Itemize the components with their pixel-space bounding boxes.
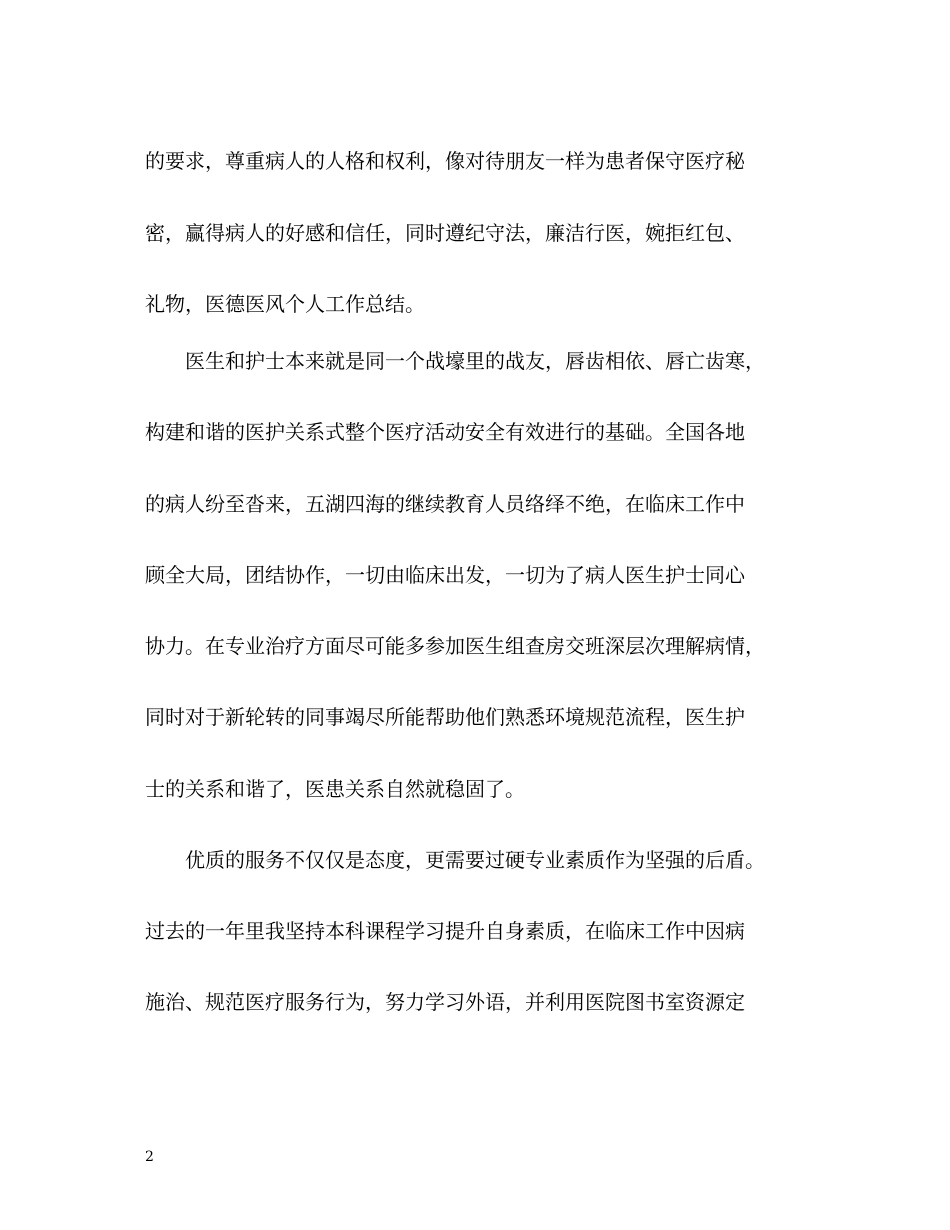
text-line: 同时对于新轮转的同事竭尽所能帮助他们熟悉环境规范流程，医生护 [145,705,745,729]
text-line: 士的关系和谐了，医患关系自然就稳固了。 [145,777,525,801]
text-line: 医生和护士本来就是同一个战壕里的战友，唇齿相依、唇亡齿寒， [145,349,765,373]
text-line: 施治、规范医疗服务行为，努力学习外语，并利用医院图书室资源定 [145,990,745,1014]
text-line: 的要求，尊重病人的人格和权利，像对待朋友一样为患者保守医疗秘 [145,149,745,173]
text-line: 优质的服务不仅仅是态度，更需要过硬专业素质作为坚强的后盾。 [145,848,765,872]
text-line: 密，赢得病人的好感和信任，同时遵纪守法，廉洁行医，婉拒红包、 [145,221,745,245]
text-line: 过去的一年里我坚持本科课程学习提升自身素质，在临床工作中因病 [145,919,745,943]
text-line: 顾全大局，团结协作，一切由临床出发，一切为了病人医生护士同心 [145,563,745,587]
text-line: 礼物，医德医风个人工作总结。 [145,292,425,316]
text-line: 的病人纷至沓来，五湖四海的继续教育人员络绎不绝，在临床工作中 [145,492,745,516]
text-line: 协力。在专业治疗方面尽可能多参加医生组查房交班深层次理解病情， [145,634,765,658]
text-line: 构建和谐的医护关系式整个医疗活动安全有效进行的基础。全国各地 [145,420,745,444]
page-number: 2 [145,1149,154,1165]
